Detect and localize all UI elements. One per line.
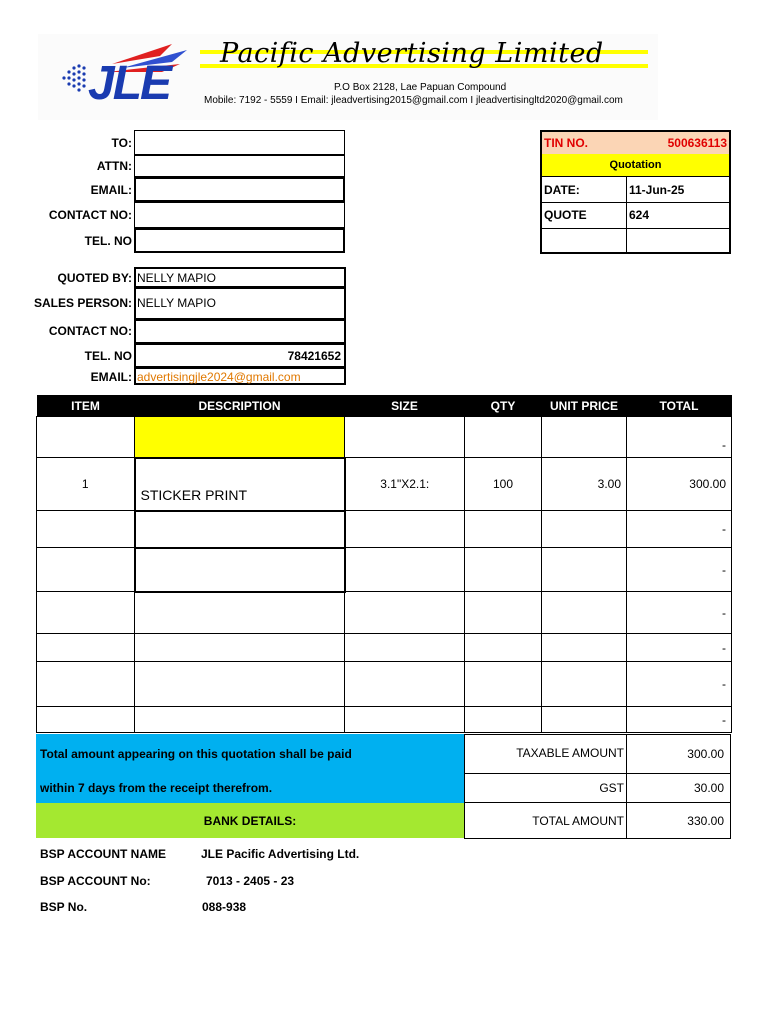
item-cell[interactable] (37, 707, 135, 733)
sales-person-value: NELLY MAPIO (137, 296, 216, 310)
email-label: EMAIL: (90, 183, 132, 197)
description-column-header: DESCRIPTION (135, 395, 345, 417)
sales-contact-field[interactable] (134, 319, 346, 344)
to-label: TO: (111, 136, 132, 150)
tin-label: TIN NO. (544, 136, 588, 150)
bsp-no-label: BSP No. (40, 900, 88, 914)
item-cell[interactable] (37, 511, 135, 548)
total-amount-label: TOTAL AMOUNT (532, 814, 624, 828)
description-cell[interactable] (135, 634, 345, 662)
quoted-by-label: QUOTED BY: (57, 271, 132, 285)
description-cell[interactable] (135, 662, 345, 707)
logo-text: JLE (88, 57, 171, 110)
size-cell[interactable] (345, 707, 465, 733)
quotation-title: Quotation (609, 159, 662, 171)
unit-price-cell[interactable] (542, 662, 627, 707)
qty-cell[interactable] (465, 511, 542, 548)
item-column-header: ITEM (37, 395, 135, 417)
company-address: P.O Box 2128, Lae Papuan Compound (334, 82, 507, 93)
items-table (36, 395, 732, 733)
size-cell[interactable] (345, 592, 465, 634)
company-contact-line: Mobile: 7192 - 5559 I Email: jleadvertising2015@gmail.com I jleadvertisingltd2020@gmail.com (204, 95, 623, 106)
quote-row-divider-1 (542, 202, 729, 203)
table-row (37, 592, 732, 634)
qty-cell[interactable]: 100 (465, 458, 542, 511)
attn-label: ATTN: (96, 159, 132, 173)
size-cell[interactable] (345, 511, 465, 548)
company-logo (52, 42, 202, 112)
quoted-by-value: NELLY MAPIO (137, 271, 216, 285)
taxable-amount-label: TAXABLE AMOUNT (516, 746, 624, 760)
size-cell[interactable] (345, 662, 465, 707)
description-cell[interactable] (135, 592, 345, 634)
size-cell[interactable] (345, 548, 465, 592)
quote-number: 624 (629, 208, 650, 222)
date-value: 11-Jun-25 (629, 183, 685, 197)
bsp-account-name-label: BSP ACCOUNT NAME (40, 847, 167, 861)
description-cell[interactable] (135, 417, 345, 458)
qty-cell[interactable] (465, 417, 542, 458)
gst-label: GST (599, 781, 624, 795)
table-row (37, 707, 732, 733)
qty-cell[interactable] (465, 548, 542, 592)
qty-column-header: QTY (465, 395, 542, 417)
total-cell[interactable]: - (627, 592, 732, 634)
quote-col-divider (626, 176, 627, 252)
unit-price-cell[interactable] (542, 707, 627, 733)
bank-details-label: BANK DETAILS: (203, 814, 297, 828)
description-cell[interactable]: STICKER PRINT (135, 458, 345, 511)
bsp-no: 088-938 (202, 900, 247, 914)
total-column-header: TOTAL (627, 395, 732, 417)
table-row (37, 548, 732, 592)
total-amount-value: 330.00 (687, 814, 724, 828)
contact-field[interactable] (134, 202, 345, 228)
sales-email-link[interactable]: advertisingjle2024@gmail.com (137, 370, 301, 384)
table-row (37, 662, 732, 707)
to-field[interactable] (134, 130, 345, 155)
gst-value: 30.00 (693, 781, 724, 795)
unit-price-cell[interactable] (542, 634, 627, 662)
payment-note-line-2: within 7 days from the receipt therefrom. (40, 781, 273, 795)
qty-cell[interactable] (465, 707, 542, 733)
qty-cell[interactable] (465, 634, 542, 662)
email-field[interactable] (134, 177, 345, 202)
size-cell[interactable] (345, 417, 465, 458)
tel-label: TEL. NO (84, 234, 132, 248)
company-name: Pacific Advertising Limited (220, 38, 604, 69)
date-label: DATE: (544, 183, 580, 197)
bsp-account-no-label: BSP ACCOUNT No: (40, 874, 151, 888)
qty-cell[interactable] (465, 662, 542, 707)
table-row (37, 458, 732, 511)
table-row (37, 634, 732, 662)
quote-row-divider-2 (542, 228, 729, 229)
payment-note-line-1: Total amount appearing on this quotation shall be paid (40, 747, 352, 761)
total-cell[interactable]: - (627, 634, 732, 662)
items-header-row (37, 395, 732, 417)
bsp-account-name: JLE Pacific Advertising Ltd. (201, 847, 360, 861)
sales-contact-label: CONTACT NO: (48, 324, 132, 338)
table-row (37, 417, 732, 458)
sales-person-label: SALES PERSON: (33, 296, 132, 310)
unit-price-cell[interactable] (542, 417, 627, 458)
contact-label: CONTACT NO: (48, 208, 132, 222)
unit-price-cell[interactable] (542, 592, 627, 634)
unit-price-cell[interactable]: 3.00 (542, 458, 627, 511)
item-cell[interactable] (37, 417, 135, 458)
description-cell[interactable] (135, 511, 345, 548)
description-cell[interactable] (135, 548, 345, 592)
qty-cell[interactable] (465, 592, 542, 634)
item-cell[interactable] (37, 662, 135, 707)
size-cell[interactable] (345, 634, 465, 662)
sales-email-label: EMAIL: (90, 370, 132, 384)
quote-label: QUOTE (544, 208, 587, 222)
letterhead (38, 34, 658, 120)
bsp-account-no: 7013 - 2405 - 23 (206, 874, 295, 888)
sales-tel-value: 78421652 (287, 349, 341, 363)
item-cell[interactable] (37, 634, 135, 662)
table-row (37, 511, 732, 548)
item-cell[interactable] (37, 548, 135, 592)
description-cell[interactable] (135, 707, 345, 733)
sales-tel-label: TEL. NO (84, 349, 132, 363)
total-cell[interactable]: - (627, 548, 732, 592)
unit-price-column-header: UNIT PRICE (542, 395, 627, 417)
item-cell[interactable]: 1 (37, 458, 135, 511)
taxable-amount-value: 300.00 (687, 747, 724, 761)
total-cell[interactable]: - (627, 707, 732, 733)
attn-field[interactable] (134, 155, 345, 177)
unit-price-cell[interactable] (542, 548, 627, 592)
total-cell[interactable]: - (627, 417, 732, 458)
total-cell[interactable]: - (627, 511, 732, 548)
unit-price-cell[interactable] (542, 511, 627, 548)
item-cell[interactable] (37, 592, 135, 634)
tin-value: 500636113 (667, 136, 727, 150)
total-cell[interactable]: 300.00 (627, 458, 732, 511)
tel-field[interactable] (134, 228, 345, 253)
size-column-header: SIZE (345, 395, 465, 417)
total-cell[interactable]: - (627, 662, 732, 707)
size-cell[interactable]: 3.1"X2.1: (345, 458, 465, 511)
